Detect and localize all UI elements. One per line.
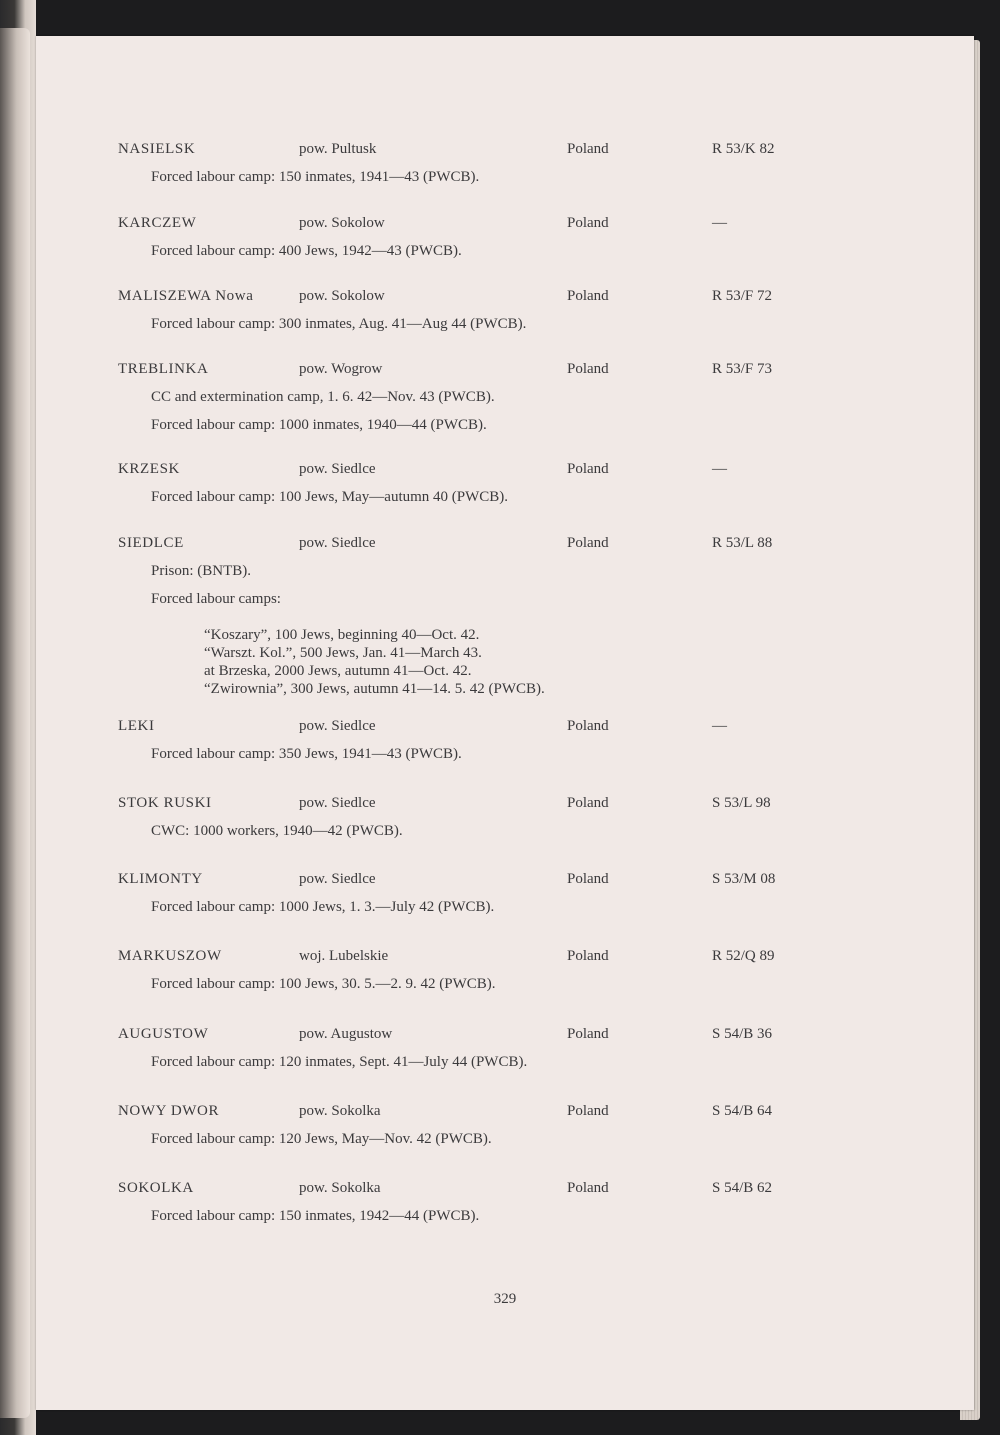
district-name: pow. Siedlce [299, 871, 376, 887]
district-name: pow. Pultusk [299, 141, 377, 157]
entry-detail-line: CC and extermination camp, 1. 6. 42—Nov. 43 (PWCB). [151, 389, 495, 405]
country-name: Poland [567, 461, 609, 477]
entry-heading [36, 215, 974, 235]
entry-detail-line: Forced labour camp: 1000 Jews, 1. 3.—July 42 (PWCB). [151, 899, 495, 915]
gazetteer-entry [36, 795, 974, 839]
country-name: Poland [567, 948, 609, 964]
place-name: KLIMONTY [118, 871, 203, 887]
country-name: Poland [567, 1026, 609, 1042]
entry-detail-line: Forced labour camp: 300 inmates, Aug. 41—Aug 44 (PWCB). [151, 316, 527, 332]
entry-heading [36, 288, 974, 308]
gazetteer-entry [36, 871, 974, 915]
place-name: STOK RUSKI [118, 795, 212, 811]
district-name: pow. Siedlce [299, 461, 376, 477]
grid-reference: R 53/F 73 [712, 361, 773, 377]
place-name: KRZESK [118, 461, 180, 477]
grid-reference: S 54/B 64 [712, 1103, 773, 1119]
gazetteer-entry [36, 718, 974, 762]
camp-sub-line: “Zwirownia”, 300 Jews, autumn 41—14. 5. 42 (PWCB). [204, 681, 545, 697]
entry-heading [36, 871, 974, 891]
place-name: SOKOLKA [118, 1180, 194, 1196]
gazetteer-entry [36, 1026, 974, 1070]
place-name: TREBLINKA [118, 361, 209, 377]
country-name: Poland [567, 1103, 609, 1119]
entry-detail-line: Forced labour camp: 120 Jews, May—Nov. 42 (PWCB). [151, 1131, 492, 1147]
place-name: MARKUSZOW [118, 948, 222, 964]
entry-detail-line: CWC: 1000 workers, 1940—42 (PWCB). [151, 823, 403, 839]
district-name: pow. Sokolka [299, 1103, 381, 1119]
grid-reference: — [712, 718, 727, 734]
camp-sub-line: “Warszt. Kol.”, 500 Jews, Jan. 41—March 43. [204, 645, 482, 661]
entry-heading [36, 1026, 974, 1046]
country-name: Poland [567, 718, 609, 734]
country-name: Poland [567, 141, 609, 157]
gazetteer-entry [36, 461, 974, 505]
country-name: Poland [567, 288, 609, 304]
grid-reference: R 53/F 72 [712, 288, 773, 304]
grid-reference: — [712, 461, 727, 477]
camp-sub-line: at Brzeska, 2000 Jews, autumn 41—Oct. 42. [204, 663, 472, 679]
entry-heading [36, 535, 974, 555]
country-name: Poland [567, 1180, 609, 1196]
grid-reference: R 52/Q 89 [712, 948, 775, 964]
country-name: Poland [567, 361, 609, 377]
entry-heading [36, 718, 974, 738]
entry-detail-line: Forced labour camp: 120 inmates, Sept. 41—July 44 (PWCB). [151, 1054, 528, 1070]
gazetteer-entry [36, 948, 974, 992]
book-page [36, 36, 974, 1410]
country-name: Poland [567, 871, 609, 887]
entry-detail-line: Prison: (BNTB). [151, 563, 252, 579]
grid-reference: S 54/B 62 [712, 1180, 773, 1196]
district-name: pow. Sokolka [299, 1180, 381, 1196]
entry-heading [36, 361, 974, 381]
country-name: Poland [567, 215, 609, 231]
country-name: Poland [567, 795, 609, 811]
place-name: NASIELSK [118, 141, 196, 157]
place-name: LEKI [118, 718, 155, 734]
place-name: AUGUSTOW [118, 1026, 209, 1042]
district-name: pow. Sokolow [299, 215, 385, 231]
gazetteer-entry [36, 1103, 974, 1147]
entry-detail-line: Forced labour camp: 1000 inmates, 1940—44 (PWCB). [151, 417, 487, 433]
country-name: Poland [567, 535, 609, 551]
entry-detail-line: Forced labour camp: 100 Jews, May—autumn 40 (PWCB). [151, 489, 509, 505]
gazetteer-entry [36, 361, 974, 433]
grid-reference: — [712, 215, 727, 231]
grid-reference: R 53/K 82 [712, 141, 775, 157]
place-name: MALISZEWA Nowa [118, 288, 254, 304]
entry-detail-line: Forced labour camps: [151, 591, 281, 607]
gazetteer-entry [36, 141, 974, 185]
entry-detail-line: Forced labour camp: 400 Jews, 1942—43 (PWCB). [151, 243, 462, 259]
district-name: pow. Sokolow [299, 288, 385, 304]
grid-reference: S 53/M 08 [712, 871, 776, 887]
district-name: pow. Siedlce [299, 795, 376, 811]
place-name: NOWY DWOR [118, 1103, 220, 1119]
book-binding [0, 28, 30, 1418]
entry-heading [36, 948, 974, 968]
grid-reference: R 53/L 88 [712, 535, 773, 551]
gazetteer-entry [36, 215, 974, 259]
district-name: pow. Wogrow [299, 361, 383, 377]
entry-detail-line: Forced labour camp: 150 inmates, 1941—43 (PWCB). [151, 169, 480, 185]
entry-detail-line: Forced labour camp: 100 Jews, 30. 5.—2. 9. 42 (PWCB). [151, 976, 496, 992]
page-number: 329 [493, 1291, 517, 1307]
gazetteer-entry [36, 535, 974, 697]
entry-detail-line: Forced labour camp: 150 inmates, 1942—44 (PWCB). [151, 1208, 480, 1224]
entry-heading [36, 461, 974, 481]
grid-reference: S 53/L 98 [712, 795, 771, 811]
district-name: pow. Siedlce [299, 718, 376, 734]
entry-heading [36, 795, 974, 815]
grid-reference: S 54/B 36 [712, 1026, 773, 1042]
district-name: pow. Augustow [299, 1026, 393, 1042]
place-name: SIEDLCE [118, 535, 184, 551]
district-name: pow. Siedlce [299, 535, 376, 551]
entry-heading [36, 141, 974, 161]
place-name: KARCZEW [118, 215, 197, 231]
entry-detail-line: Forced labour camp: 350 Jews, 1941—43 (PWCB). [151, 746, 462, 762]
entry-heading [36, 1180, 974, 1200]
camp-sub-line: “Koszary”, 100 Jews, beginning 40—Oct. 42. [204, 627, 480, 643]
district-name: woj. Lubelskie [299, 948, 389, 964]
entry-heading [36, 1103, 974, 1123]
gazetteer-entry [36, 1180, 974, 1224]
gazetteer-entry [36, 288, 974, 332]
